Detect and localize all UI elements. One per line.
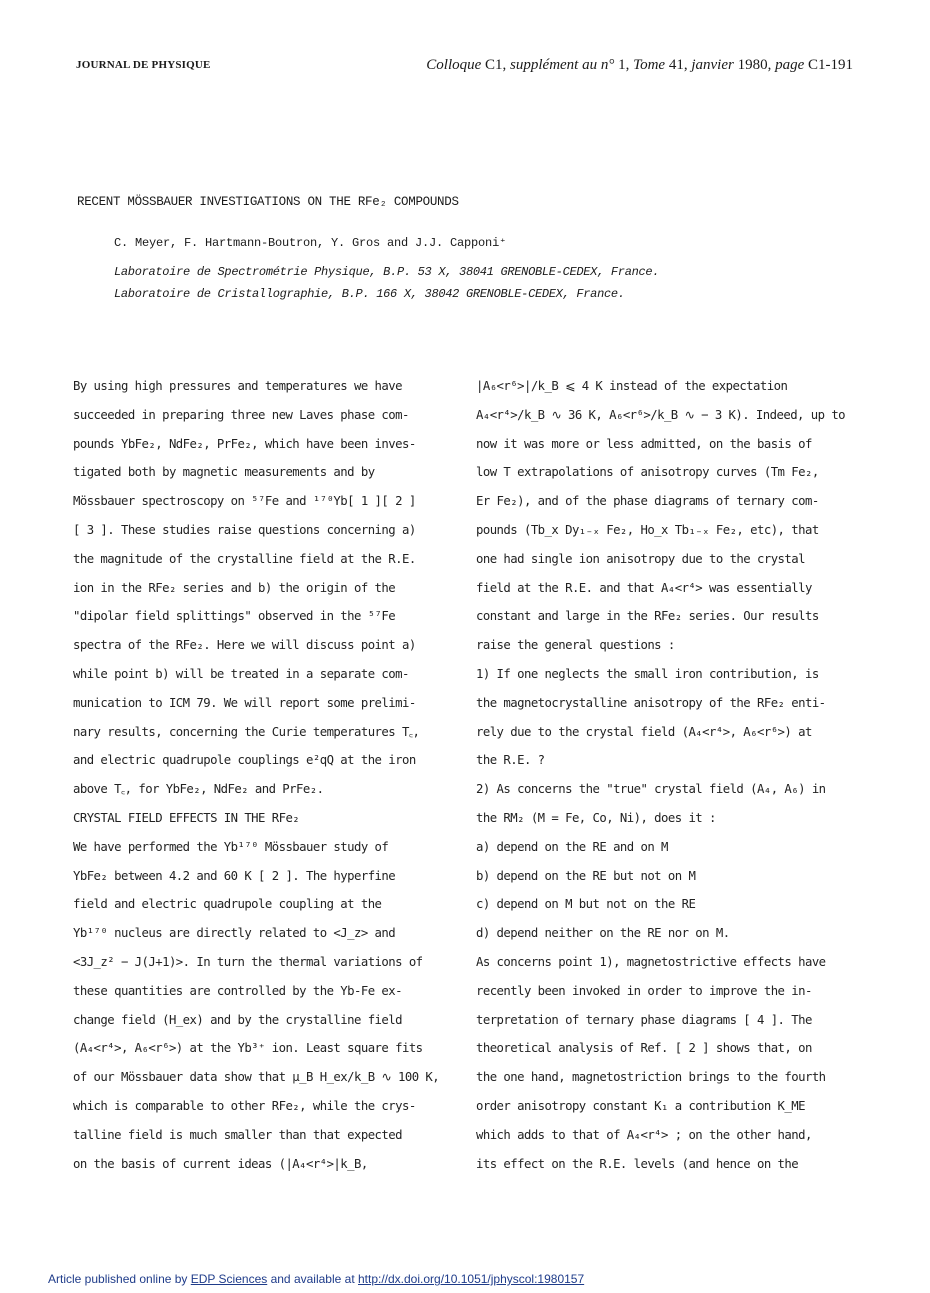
body-line: Yb¹⁷⁰ nucleus are directly related to <J_z> and	[73, 926, 396, 941]
body-line: recently been invoked in order to improve the in-	[476, 983, 812, 998]
body-line: the one hand, magnetostriction brings to the fourth	[476, 1070, 826, 1085]
body-line: field at the R.E. and that A₄<r⁴> was essentially	[476, 580, 812, 595]
body-line: Mössbauer spectroscopy on ⁵⁷Fe and ¹⁷⁰Yb[ 1 ][ 2 ]	[73, 494, 416, 509]
list-item: b) depend on the RE but not on M	[476, 868, 696, 883]
body-line: which adds to that of A₄<r⁴> ; on the other hand,	[476, 1127, 812, 1142]
list-item: d) depend neither on the RE nor on M.	[476, 926, 730, 941]
body-line: pounds (Tb_x Dy₁₋ₓ Fe₂, Ho_x Tb₁₋ₓ Fe₂, etc), that	[476, 522, 819, 537]
body-line: As concerns point 1), magnetostrictive effects have	[476, 954, 826, 969]
left-column	[73, 372, 453, 1178]
citation-tome: Tome	[633, 57, 666, 73]
doi-link[interactable]: http://dx.doi.org/10.1051/jphyscol:1980157	[357, 1272, 585, 1286]
body-line: By using high pressures and temperatures we have	[73, 379, 402, 393]
body-line: which is comparable to other RFe₂, while the crys-	[73, 1098, 416, 1113]
body-line: and electric quadrupole couplings e²qQ at the iron	[73, 753, 416, 768]
list-item: c) depend on M but not on the RE	[476, 897, 696, 912]
body-line: munication to ICM 79. We will report some prelimi-	[73, 695, 416, 710]
body-line: raise the general questions :	[476, 638, 675, 653]
body-line: nary results, concerning the Curie temperatures T꜀,	[73, 724, 420, 739]
body-line: "dipolar field splittings" observed in the ⁵⁷Fe	[73, 609, 396, 624]
body-line: |A₆<r⁶>|/k_B ⩽ 4 K instead of the expectation	[476, 379, 788, 393]
citation-date: janvier	[691, 57, 734, 73]
body-line: above T꜀, for YbFe₂, NdFe₂ and PrFe₂.	[73, 782, 324, 797]
body-line: spectra of the RFe₂. Here we will discuss point a)	[73, 638, 416, 653]
citation-volume: 41,	[665, 57, 692, 73]
body-line: low T extrapolations of anisotropy curves (Tm Fe₂,	[476, 465, 819, 480]
body-line: field and electric quadrupole coupling at the	[73, 897, 382, 912]
journal-name: JOURNAL DE PHYSIQUE	[76, 59, 211, 71]
body-line: 2) As concerns the "true" crystal field (A₄, A₆) in	[476, 782, 826, 797]
body-line: <3J_z² − J(J+1)>. In turn the thermal variations of	[73, 954, 423, 969]
body-line: theoretical analysis of Ref. [ 2 ] shows that, on	[476, 1041, 812, 1056]
body-line: order anisotropy constant K₁ a contribution K_ME	[476, 1098, 805, 1113]
body-line: while point b) will be treated in a separate com-	[73, 666, 409, 681]
body-line: YbFe₂ between 4.2 and 60 K [ 2 ]. The hyperfine	[73, 868, 396, 883]
body-line: change field (H_ex) and by the crystalline field	[73, 1012, 402, 1027]
citation-year: 1980,	[733, 57, 776, 73]
paper-title: RECENT MÖSSBAUER INVESTIGATIONS ON THE RFe₂ COMPOUNDS	[77, 195, 459, 209]
body-line: one had single ion anisotropy due to the crystal	[476, 551, 805, 566]
body-line: Er Fe₂), and of the phase diagrams of ternary com-	[476, 494, 819, 509]
body-line: rely due to the crystal field (A₄<r⁴>, A₆<r⁶>) at	[476, 724, 812, 739]
body-line: 1) If one neglects the small iron contribution, is	[476, 666, 819, 681]
body-line: now it was more or less admitted, on the basis of	[476, 436, 812, 451]
footer-note	[48, 1272, 584, 1286]
body-line: terpretation of ternary phase diagrams [ 4 ]. The	[476, 1012, 812, 1027]
citation-page-number: C1-191	[804, 57, 853, 73]
footer-middle: and available at	[267, 1272, 358, 1286]
body-line: talline field is much smaller than that expected	[73, 1127, 402, 1142]
body-line: [ 3 ]. These studies raise questions concerning a)	[73, 522, 416, 537]
list-item: a) depend on the RE and on M	[476, 839, 668, 854]
citation-colloque: Colloque	[426, 57, 482, 73]
body-line: ion in the RFe₂ series and b) the origin of the	[73, 580, 396, 595]
citation-c1: C1,	[481, 57, 511, 73]
body-line: We have performed the Yb¹⁷⁰ Mössbauer study of	[73, 839, 389, 854]
body-line: the RM₂ (M = Fe, Co, Ni), does it :	[476, 810, 716, 825]
footer-prefix: Article published online by	[48, 1272, 191, 1286]
citation-supplement: supplément au n°	[510, 57, 615, 73]
citation-line	[426, 57, 853, 74]
publisher-link[interactable]: EDP Sciences	[190, 1272, 268, 1286]
body-line: the magnitude of the crystalline field at the R.E.	[73, 551, 416, 566]
body-line: succeeded in preparing three new Laves phase com-	[73, 407, 409, 422]
body-line: A₄<r⁴>/k_B ∿ 36 K, A₆<r⁶>/k_B ∿ − 3 K). Indeed, up to	[476, 407, 846, 422]
paper-authors: C. Meyer, F. Hartmann-Boutron, Y. Gros and J.J. Capponi⁺	[114, 236, 507, 250]
body-line: of our Mössbauer data show that μ_B H_ex/k_B ∿ 100 K,	[73, 1070, 440, 1085]
body-line: (A₄<r⁴>, A₆<r⁶>) at the Yb³⁺ ion. Least square fits	[73, 1041, 423, 1056]
affiliation-2: Laboratoire de Cristallographie, B.P. 166 X, 38042 GRENOBLE-CEDEX, France.	[114, 287, 625, 301]
section-heading: CRYSTAL FIELD EFFECTS IN THE RFe₂	[73, 810, 300, 825]
body-line: its effect on the R.E. levels (and hence on the	[476, 1156, 799, 1171]
body-line: constant and large in the RFe₂ series. Our results	[476, 609, 819, 624]
body-line: on the basis of current ideas (|A₄<r⁴>|k_B,	[73, 1156, 368, 1171]
citation-number: 1,	[614, 57, 634, 73]
citation-page-label: page	[775, 57, 805, 73]
body-line: tigated both by magnetic measurements and by	[73, 465, 375, 480]
body-line: the magnetocrystalline anisotropy of the RFe₂ enti-	[476, 695, 826, 710]
body-line: the R.E. ?	[476, 753, 545, 768]
body-line: these quantities are controlled by the Yb-Fe ex-	[73, 983, 402, 998]
body-line: pounds YbFe₂, NdFe₂, PrFe₂, which have been inves-	[73, 436, 416, 451]
affiliation-1: Laboratoire de Spectrométrie Physique, B.P. 53 X, 38041 GRENOBLE-CEDEX, France.	[114, 265, 660, 279]
right-column	[476, 372, 856, 1178]
